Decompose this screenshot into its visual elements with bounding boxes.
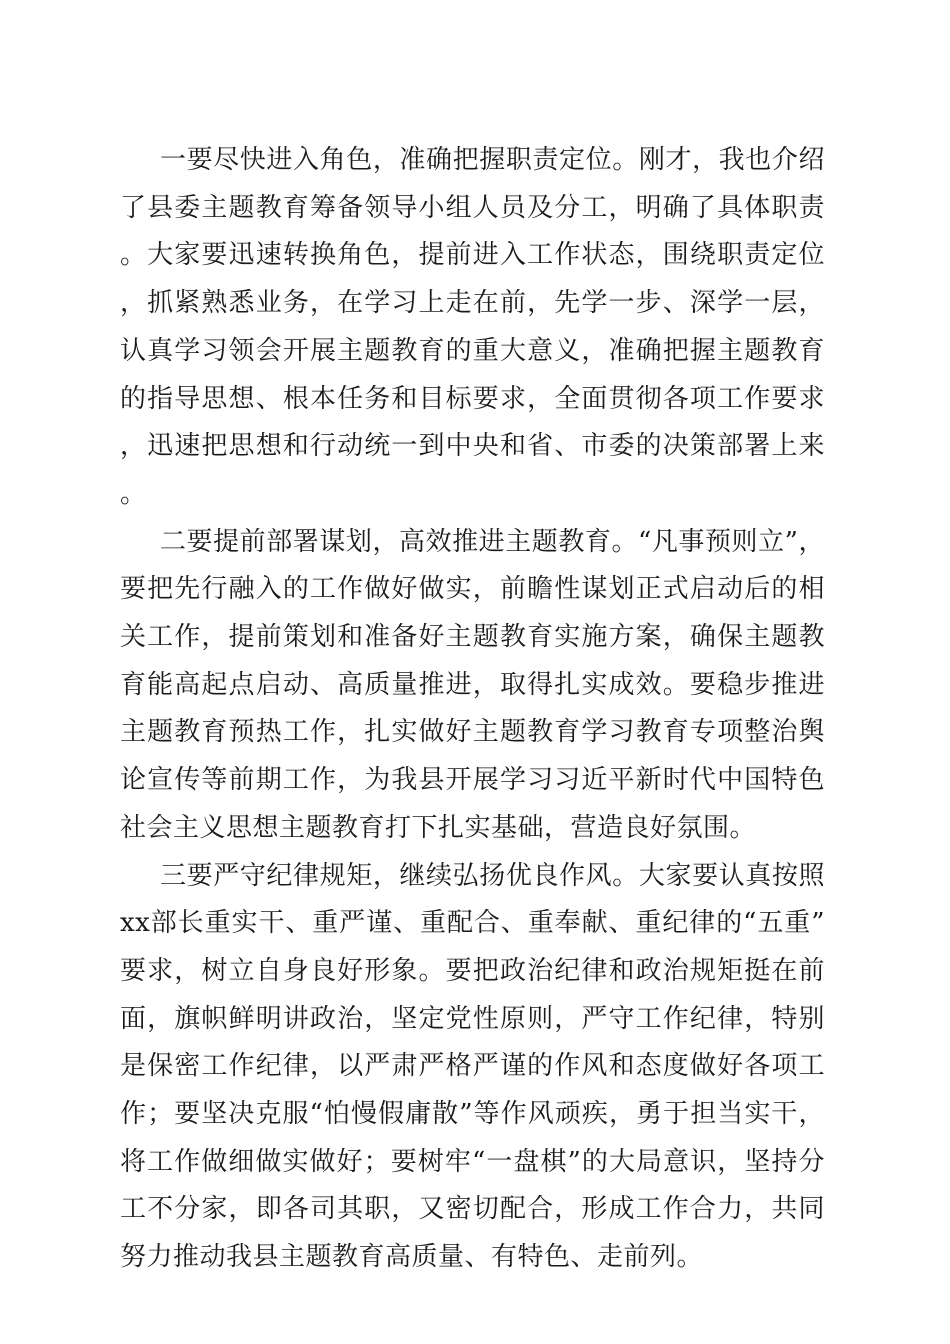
paragraph-3: 三要严守纪律规矩，继续弘扬优良作风。大家要认真按照xx部长重实干、重严谨、重配合、重奉献、重纪律的“五重”要求，树立自身良好形象。要把政治纪律和政治规矩挺在前面，旗帜鲜明讲政治，坚定党性原则，严守工作纪律，特别是保密工作纪律，以严肃严格严谨的作风和态度做好各项工作；要坚决克服“怕慢假庸散”等作风顽疾，勇于担当实干，将工作做细做实做好；要树牢“一盘棋”的大局意识，坚持分工不分家，即各司其职，又密切配合，形成工作合力，共同努力推动我县主题教育高质量、有特色、走前列。	[120, 860, 825, 1273]
paragraph-2: 二要提前部署谋划，高效推进主题教育。“凡事预则立”，要把先行融入的工作做好做实，前瞻性谋划正式启动后的相关工作，提前策划和准备好主题教育实施方案，确保主题教育能高起点启动、高质量推进，取得扎实成效。要稳步推进主题教育预热工作，扎实做好主题教育学习教育专项整治舆论宣传等前期工作，为我县开展学习习近平新时代中国特色社会主义思想主题教育打下扎实基础，营造良好氛围。	[120, 526, 825, 843]
document-body	[120, 137, 825, 1282]
paragraph-1: 一要尽快进入角色，准确把握职责定位。刚才，我也介绍了县委主题教育筹备领导小组人员及分工，明确了具体职责。大家要迅速转换角色，提前进入工作状态，围绕职责定位，抓紧熟悉业务，在学习上走在前，先学一步、深学一层，认真学习领会开展主题教育的重大意义，准确把握主题教育的指导思想、根本任务和目标要求，全面贯彻各项工作要求，迅速把思想和行动统一到中央和省、市委的决策部署上来。	[120, 145, 825, 509]
